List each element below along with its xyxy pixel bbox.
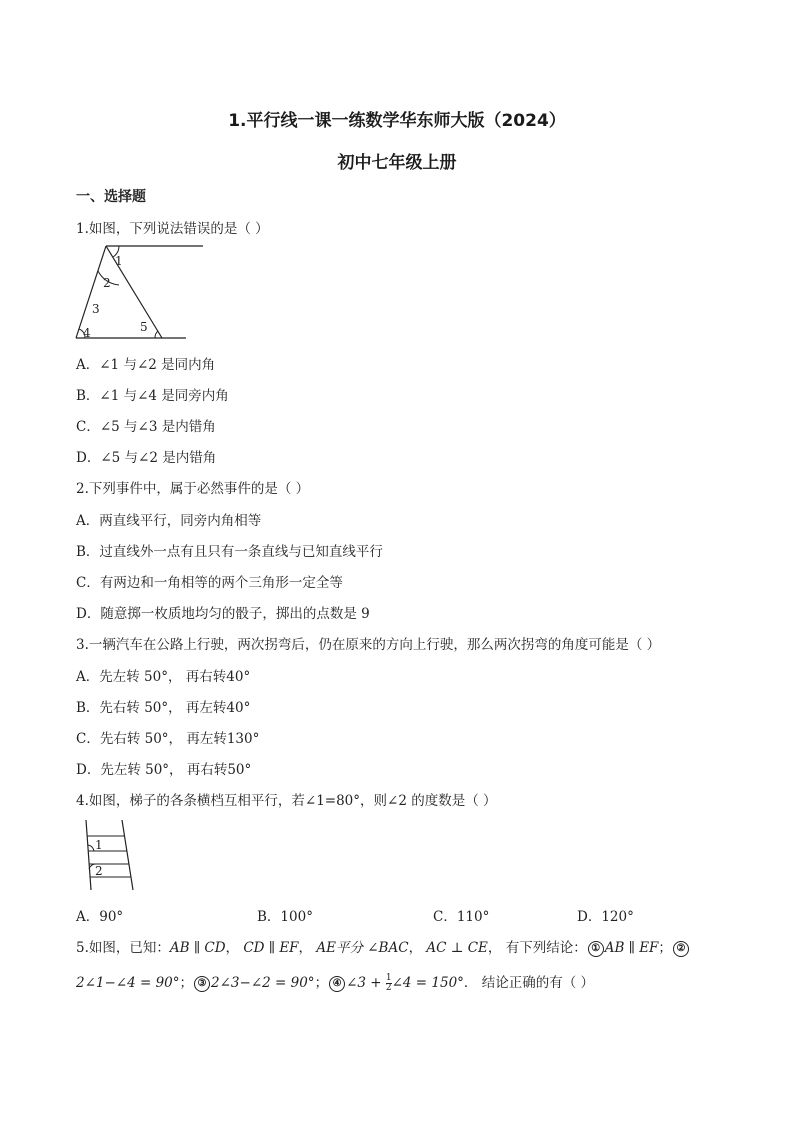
conclusion-4-part-b: ∠4 = 150° [391,975,464,991]
question-4-option-a: A．90° [76,909,124,925]
given-3: AE平分 ∠BAC [316,940,409,956]
conclusion-2: 2∠1−∠4 = 90° [76,975,180,991]
conclusion-2-marker: ② [673,941,689,957]
question-3-option-a: A．先左转 50°， 再右转40° [76,669,251,685]
angle-label-3: 3 [92,302,100,316]
question-4-option-c: C．110° [433,909,490,925]
question-5-line-1: 5.如图，已知：AB ∥ CD， CD ∥ EF， AE平分 ∠BAC， AC ⊥ CE， 有下列结论： ① AB ∥ EF； ② [76,936,690,957]
section-heading: 一、选择题 [76,189,146,205]
conclusion-3: 2∠3−∠2 = 90° [211,975,315,991]
angle-label-1: 1 [115,254,123,268]
fraction-one-half: $\frac{1}{2}$ [385,973,392,993]
question-2-option-d: D．随意掷一枚质地均匀的骰子，掷出的点数是 9 [76,606,370,622]
given-1: AB ∥ CD [169,940,226,956]
question-1-option-b: B．∠1 与∠4 是同旁内角 [76,388,229,404]
question-1-option-c: C．∠5 与∠3 是内错角 [76,419,216,435]
question-2-option-a: A．两直线平行，同旁内角相等 [76,513,262,529]
ladder-angle-label-2: 2 [95,864,103,878]
question-1-option-a: A．∠1 与∠2 是同内角 [76,357,216,373]
question-2-option-c: C．有两边和一角相等的两个三角形一定全等 [76,575,343,591]
question-5-tail: ． 结论正确的有（ ） [463,975,594,991]
ladder-angle-label-1: 1 [95,838,103,852]
angle-label-4: 4 [83,326,91,340]
document-title: 1.平行线一课一练数学华东师大版（2024） [228,111,566,131]
question-3-option-d: D．先左转 50°， 再右转50° [76,762,252,778]
question-1-stem: 1.如图，下列说法错误的是（ ） [76,221,269,237]
question-4-option-b: B．100° [257,909,313,925]
question-4-ladder-figure [84,820,134,892]
question-2-stem: 2.下列事件中，属于必然事件的是（ ） [76,481,310,497]
question-5-line-2: 2∠1−∠4 = 90°； ③ 2∠3−∠2 = 90°； ④ ∠3 + $\frac{1}{2}$ ∠4 = 150°． 结论正确的有（ ） [76,973,594,993]
given-2: CD ∥ EF [243,940,299,956]
question-2-option-b: B．过直线外一点有且只有一条直线与已知直线平行 [76,544,383,560]
conclusion-4-marker: ④ [329,976,345,992]
given-4: AC ⊥ CE [426,940,488,956]
question-5-mid: ， 有下列结论： [487,940,587,956]
question-4-stem: 4.如图，梯子的各条横档互相平行，若∠1=80°，则∠2 的度数是（ ） [76,793,497,809]
angle-label-2: 2 [103,276,111,290]
question-3-option-b: B．先右转 50°， 再左转40° [76,700,251,716]
document-subtitle: 初中七年级上册 [337,153,457,173]
question-1-figure [76,240,206,340]
question-4-option-d: D．120° [577,909,634,925]
angle-label-5: 5 [140,320,148,334]
question-3-option-c: C．先右转 50°， 再左转130° [76,731,260,747]
conclusion-1-marker: ① [588,941,604,957]
question-5-prefix: 5.如图，已知： [76,940,170,956]
conclusion-4-part-a: ∠3 + [346,975,386,991]
conclusion-1: AB ∥ EF [604,940,659,956]
conclusion-3-marker: ③ [194,976,210,992]
question-3-stem: 3.一辆汽车在公路上行驶，两次拐弯后，仍在原来的方向上行驶，那么两次拐弯的角度可能是（ ） [76,637,661,653]
question-1-option-d: D．∠5 与∠2 是内错角 [76,450,217,466]
